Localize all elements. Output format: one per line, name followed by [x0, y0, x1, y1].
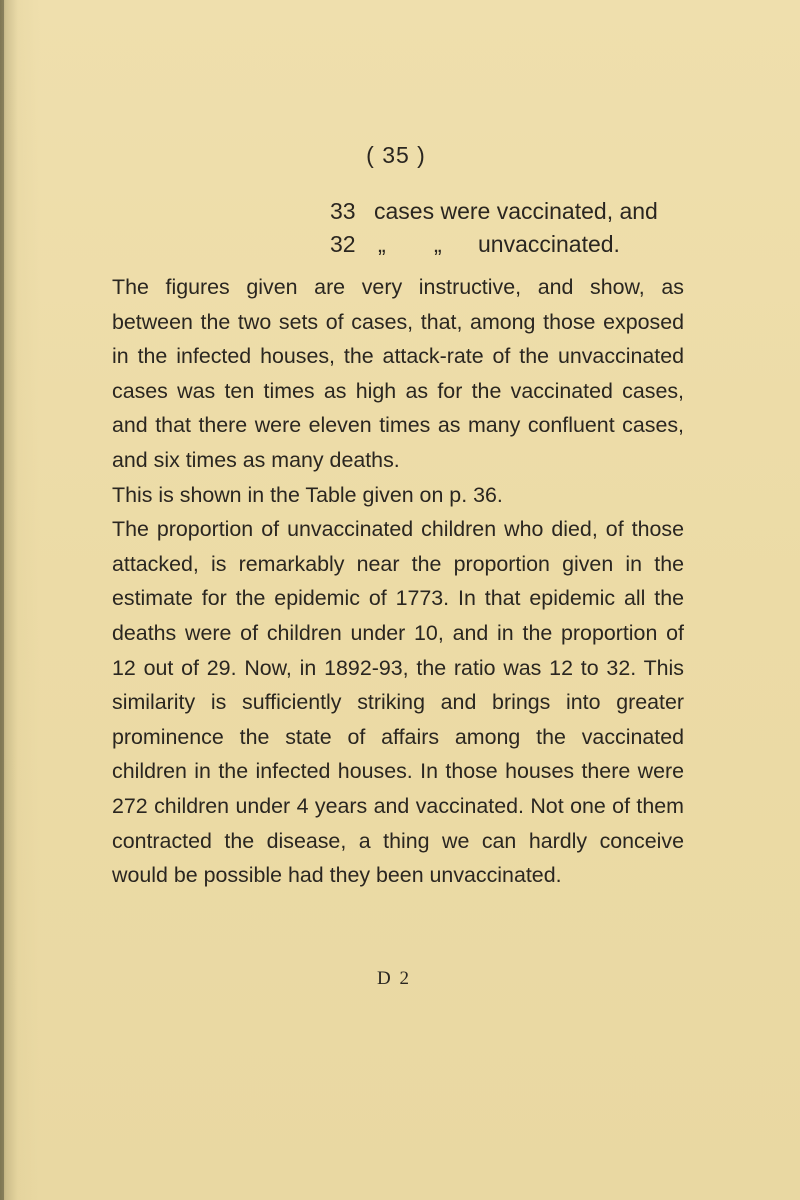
- case-count: 32: [330, 231, 356, 257]
- case-status: unvaccinated.: [478, 231, 620, 257]
- paragraph: The figures given are very instructive, and show, as between the two sets of cases, that, among those exposed in the infected houses, the attack-rate of the unvaccinated cases was ten times as high as for the vaccinated cases, and that there were eleven times as many confluent cases, and six times as many deaths.: [112, 275, 684, 472]
- paragraph: The proportion of unvaccinated children who died, of those attacked, is remarkably near the proportion given in the estimate for the epidemic of 1773. In that epidemic all the deaths were of children under 10, and in the proportion of 12 out of 29. Now, in 1892-93, the ratio was 12 to 32. This similarity is sufficiently striking and brings into greater prominence the state of affairs among the vaccinated children in the infected houses. In those houses there were 272 children under 4 years and vaccinated. Not one of them contracted the disease, a thing we can hardly conceive would be possible had they been unvaccinated.: [112, 517, 684, 888]
- page-number: ( 35 ): [366, 142, 426, 168]
- case-summary: [330, 195, 658, 261]
- case-word: cases: [374, 198, 435, 224]
- ditto-mark: „: [378, 231, 386, 257]
- case-line-unvaccinated: [330, 228, 658, 261]
- paragraph: This is shown in the Table given on p. 36.: [112, 482, 503, 507]
- ditto-mark: „: [434, 231, 442, 257]
- spine-shadow: [0, 0, 4, 1200]
- case-verb: were: [440, 198, 491, 224]
- case-status: vaccinated, and: [496, 198, 658, 224]
- body-text: [112, 270, 684, 893]
- signature-mark: D 2: [377, 968, 411, 989]
- case-line-vaccinated: [330, 195, 658, 228]
- case-count: 33: [330, 198, 356, 224]
